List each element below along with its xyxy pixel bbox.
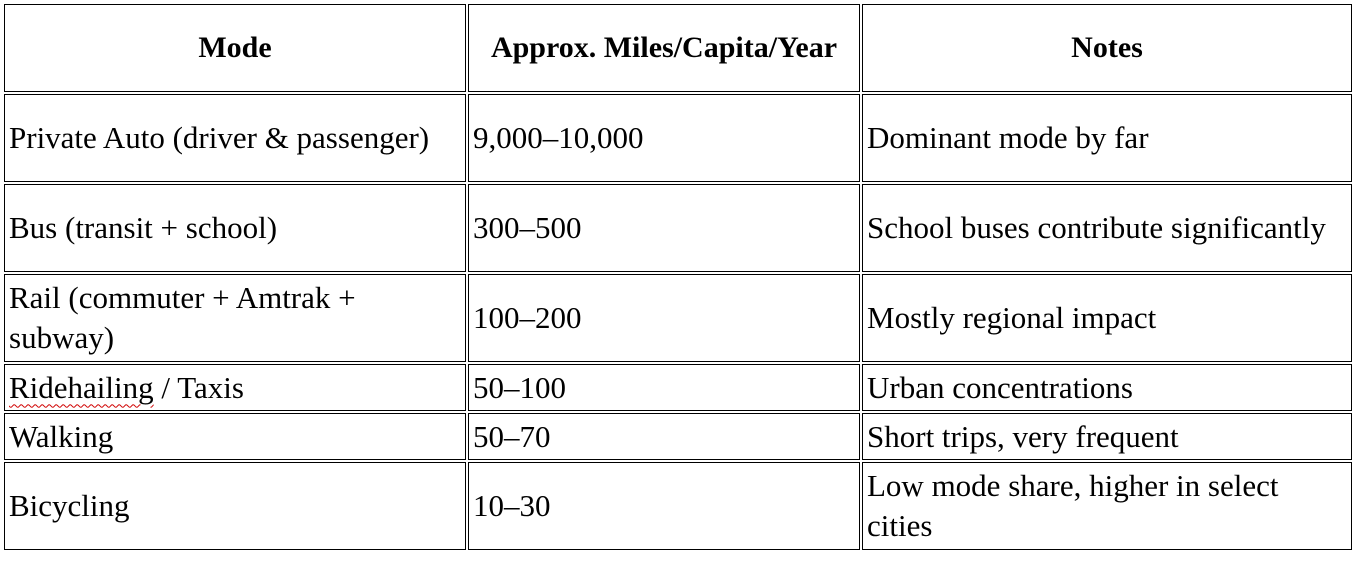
- cell-mode: Bicycling: [4, 462, 466, 550]
- cell-notes: Low mode share, higher in select cities: [862, 462, 1352, 550]
- table-row: [4, 184, 1352, 272]
- cell-mode: Rail (commuter + Amtrak + subway): [4, 274, 466, 362]
- cell-notes: Mostly regional impact: [862, 274, 1352, 362]
- table-row: [4, 274, 1352, 362]
- header-row: [4, 4, 1352, 92]
- cell-notes: Short trips, very frequent: [862, 413, 1352, 460]
- cell-mode-rest: / Taxis: [153, 369, 244, 405]
- cell-miles: 100–200: [468, 274, 860, 362]
- cell-miles: 50–100: [468, 364, 860, 411]
- table-row: [4, 94, 1352, 182]
- cell-mode: Walking: [4, 413, 466, 460]
- header-miles: Approx. Miles/Capita/Year: [468, 4, 860, 92]
- table-row: [4, 413, 1352, 460]
- table-header: [4, 4, 1352, 92]
- table-body: [4, 94, 1352, 550]
- mode-miles-table: [2, 2, 1354, 552]
- cell-notes: Dominant mode by far: [862, 94, 1352, 182]
- cell-notes: School buses contribute significantly: [862, 184, 1352, 272]
- cell-miles: 300–500: [468, 184, 860, 272]
- cell-mode: Bus (transit + school): [4, 184, 466, 272]
- spellcheck-word: Ridehailing: [9, 369, 154, 405]
- header-notes: Notes: [862, 4, 1352, 92]
- cell-miles: 10–30: [468, 462, 860, 550]
- cell-miles: 50–70: [468, 413, 860, 460]
- header-mode: Mode: [4, 4, 466, 92]
- cell-notes: Urban concentrations: [862, 364, 1352, 411]
- table-row: [4, 462, 1352, 550]
- table-row: [4, 364, 1352, 411]
- cell-mode: [4, 364, 466, 411]
- cell-mode: Private Auto (driver & passenger): [4, 94, 466, 182]
- cell-miles: 9,000–10,000: [468, 94, 860, 182]
